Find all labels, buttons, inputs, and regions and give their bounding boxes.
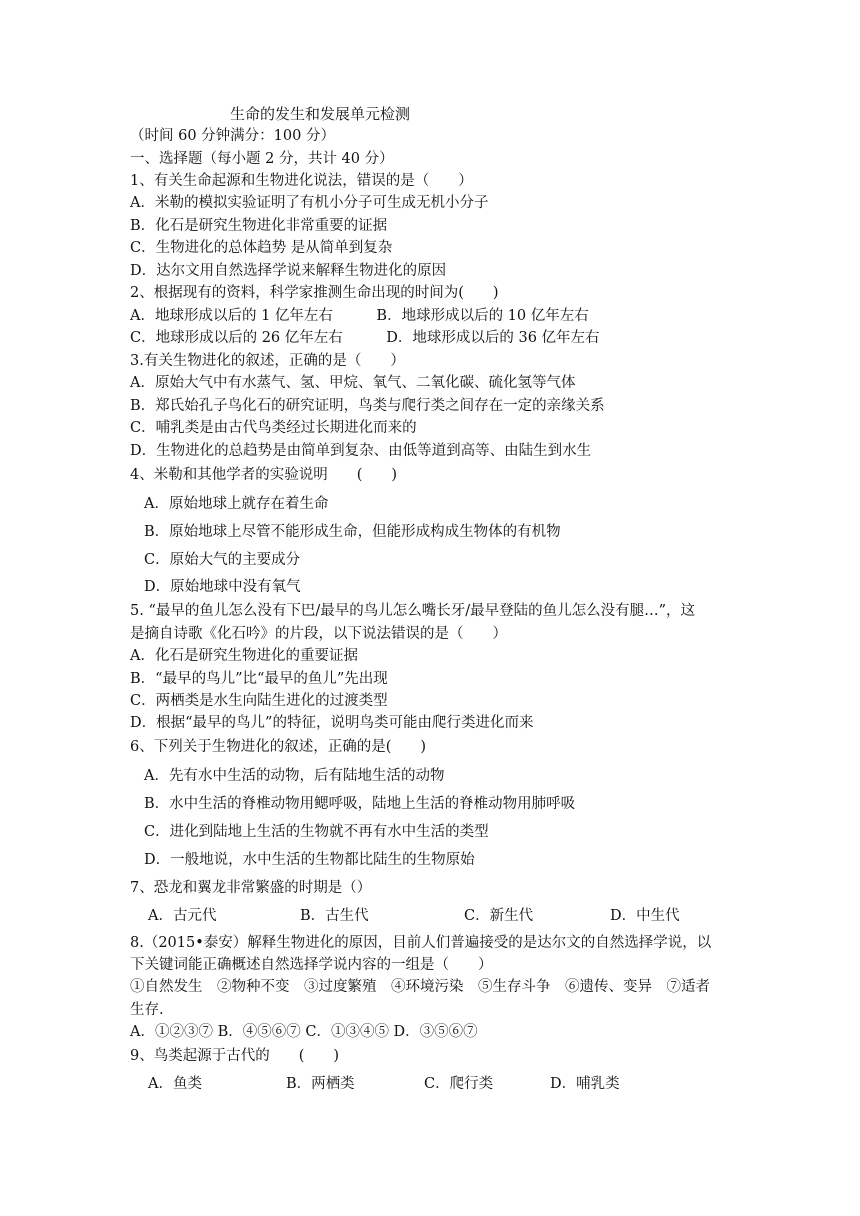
question-4-option-b: B．原始地球上尽管不能形成生命，但能形成构成生物体的有机物	[144, 524, 561, 540]
question-1-option-d: D．达尔文用自然选择学说来解释生物进化的原因	[130, 263, 447, 279]
question-1-option-c: C．生物进化的总体趋势 是从简单到复杂	[130, 240, 393, 256]
question-7-option-c: C．新生代	[464, 908, 534, 924]
question-5-option-a: A．化石是研究生物进化的重要证据	[130, 648, 358, 664]
question-6-option-b: B．水中生活的脊椎动物用鳃呼吸，陆地上生活的脊椎动物用肺呼吸	[144, 796, 576, 812]
question-1-stem: 1、有关生命起源和生物进化说法，错误的是（ ）	[130, 173, 473, 189]
section-heading: 一、选择题（每小题 2 分，共计 40 分）	[130, 151, 394, 167]
question-8-items-line2: 生存.	[130, 1002, 164, 1018]
question-5-option-d: D．根据“最早的鸟儿”的特征，说明鸟类可能由爬行类进化而来	[130, 715, 534, 731]
question-7-option-b: B．古生代	[300, 908, 369, 924]
question-4-option-d: D．原始地球中没有氧气	[144, 579, 301, 595]
question-1-option-b: B．化石是研究生物进化非常重要的证据	[130, 218, 388, 234]
question-1-option-a: A．米勒的模拟实验证明了有机小分子可生成无机小分子	[130, 195, 489, 211]
question-8-stem-line1: 8.（2015•泰安）解释生物进化的原因，目前人们普遍接受的是达尔文的自然选择学说，以	[130, 935, 712, 951]
question-8-items-line1: ①自然发生 ②物种不变 ③过度繁殖 ④环境污染 ⑤生存斗争 ⑥遗传、变异 ⑦适者	[130, 979, 710, 995]
question-5-option-b: B．“最早的鸟儿”比“最早的鱼儿”先出现	[130, 671, 388, 687]
question-7-option-a: A．古元代	[148, 908, 217, 924]
question-5-stem-line2: 是摘自诗歌《化石吟》的片段，以下说法错误的是（ ）	[130, 626, 507, 642]
question-5-option-c: C．两栖类是水生向陆生进化的过渡类型	[130, 693, 388, 709]
question-4-option-a: A．原始地球上就存在着生命	[144, 496, 329, 512]
question-2-options-cd: C．地球形成以后的 26 亿年左右 D．地球形成以后的 36 亿年左右	[130, 330, 600, 346]
question-3-option-d: D．生物进化的总趋势是由简单到复杂、由低等道到高等、由陆生到水生	[130, 443, 592, 459]
question-7-stem: 7、恐龙和翼龙非常繁盛的时期是（）	[130, 880, 372, 896]
question-2-stem: 2、根据现有的资料，科学家推测生命出现的时间为( )	[130, 285, 499, 301]
page-title: 生命的发生和发展单元检测	[230, 105, 411, 123]
question-3-option-c: C．哺乳类是由古代鸟类经过长期进化而来的	[130, 420, 417, 436]
question-5-stem-line1: 5. “最早的鱼儿怎么没有下巴/最早的鸟儿怎么嘴长牙/最早登陆的鱼儿怎么没有腿…”，这	[130, 603, 696, 619]
question-3-stem: 3.有关生物进化的叙述，正确的是（ ）	[130, 353, 405, 369]
question-4-option-c: C．原始大气的主要成分	[144, 552, 301, 568]
question-2-options-ab: A．地球形成以后的 1 亿年左右 B．地球形成以后的 10 亿年左右	[130, 308, 589, 324]
question-9-option-b: B．两栖类	[286, 1076, 355, 1092]
question-9-stem: 9、鸟类起源于古代的 ( )	[130, 1048, 340, 1064]
question-3-option-b: B．郑氏始孔子鸟化石的研究证明，鸟类与爬行类之间存在一定的亲缘关系	[130, 398, 605, 414]
question-9-option-d: D．哺乳类	[550, 1076, 620, 1092]
question-6-option-c: C．进化到陆地上生活的生物就不再有水中生活的类型	[144, 824, 489, 840]
question-6-stem: 6、下列关于生物进化的叙述，正确的是( )	[130, 739, 427, 755]
question-4-stem: 4、米勒和其他学者的实验说明 ( )	[130, 467, 398, 483]
question-6-option-a: A．先有水中生活的动物，后有陆地生活的动物	[144, 768, 445, 784]
question-6-option-d: D．一般地说，水中生活的生物都比陆生的生物原始	[144, 852, 475, 868]
question-9-option-a: A．鱼类	[148, 1076, 202, 1092]
question-9-option-c: C．爬行类	[424, 1076, 494, 1092]
exam-info: （时间 60 分钟满分：100 分）	[130, 128, 335, 144]
question-8-stem-line2: 下关键词能正确概述自然选择学说内容的一组是（ ）	[130, 957, 493, 973]
question-8-options: A．①②③⑦ B．④⑤⑥⑦ C．①③④⑤ D．③⑤⑥⑦	[130, 1024, 478, 1040]
question-3-option-a: A．原始大气中有水蒸气、氢、甲烷、氧气、二氧化碳、硫化氢等气体	[130, 375, 576, 391]
question-7-option-d: D．中生代	[610, 908, 680, 924]
